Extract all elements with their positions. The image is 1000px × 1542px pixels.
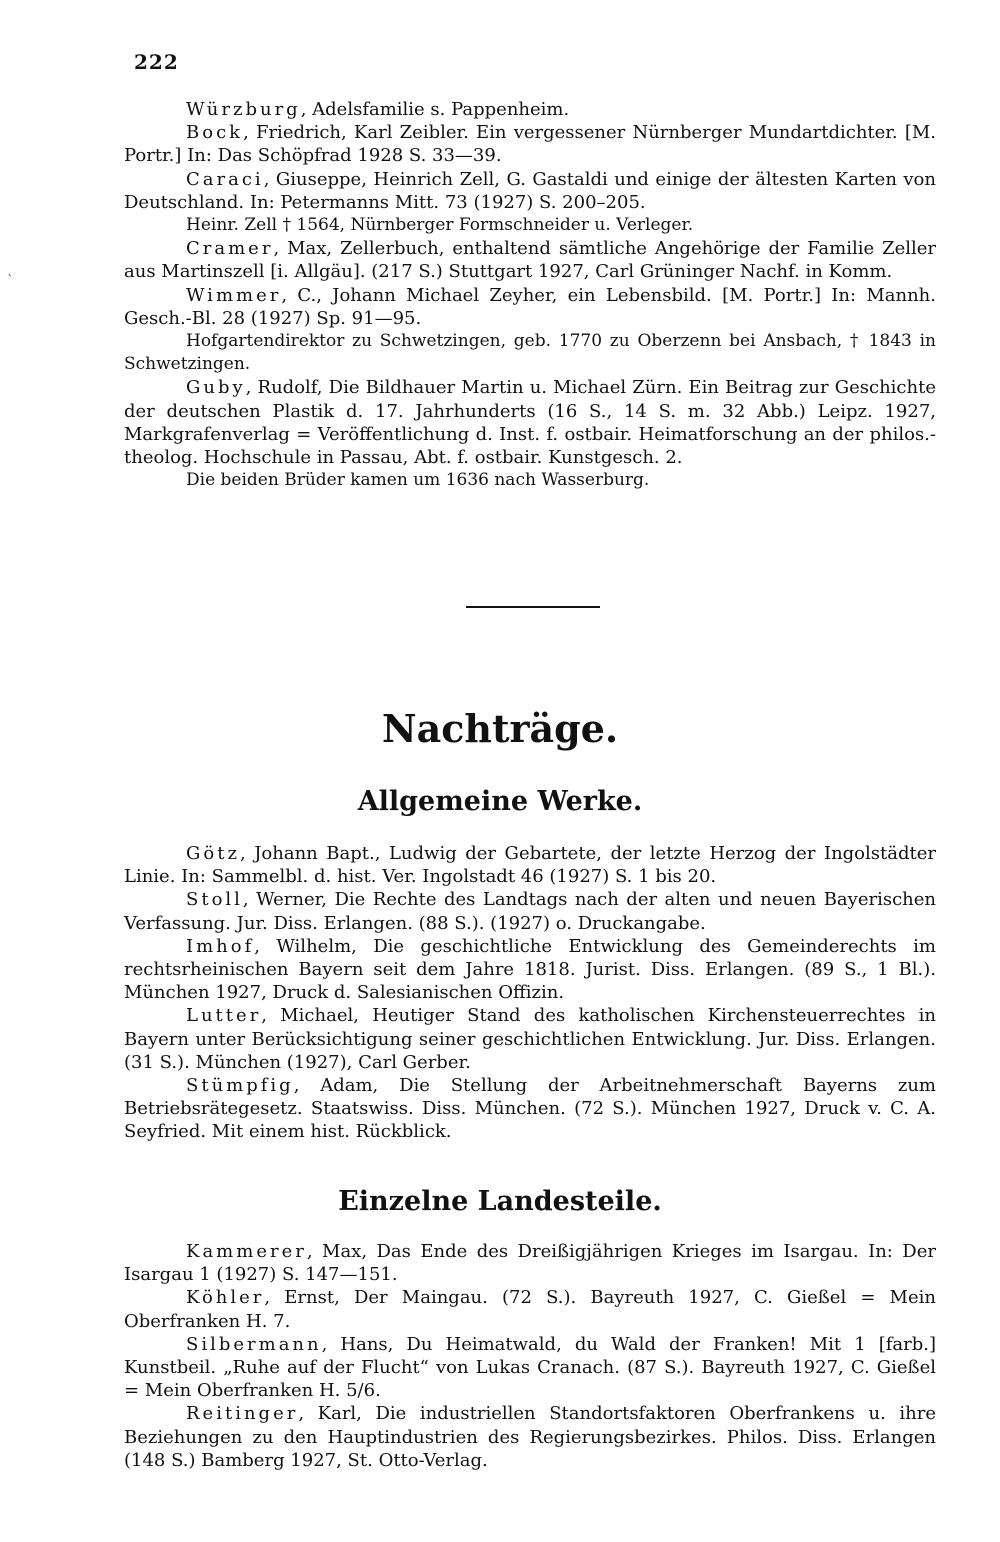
bibliography-entry bbox=[124, 98, 936, 121]
bibliography-entry bbox=[124, 1240, 936, 1286]
bibliography-entry bbox=[124, 376, 936, 469]
entry-author: Götz bbox=[186, 843, 240, 864]
bibliography-entry bbox=[124, 1286, 936, 1332]
entry-author: Würzburg bbox=[186, 99, 301, 120]
entry-author: Guby bbox=[186, 377, 246, 399]
entry-text: , Ernst, Der Maingau. (72 S.). Bayreuth 1927, C. Gießel = Mein Oberfranken H. 7. bbox=[124, 1287, 936, 1332]
entry-text: , Rudolf, Die Bildhauer Martin u. Michael Zürn. Ein Beitrag zur Geschichte der deutschen Plastik d. 17. Jahrhunderts (16 S., 14 S. m. 32 Abb.) Leipz. 1927, Markgrafenverlag = Veröffentlichung d. Inst. f. ostbair. Heimatforschung an der philos.-theolog. Hochschule in Passau, Abt. f. ostbair. Kunstgesch. 2. bbox=[124, 377, 936, 469]
bibliography-section-general bbox=[124, 842, 936, 1144]
entry-text: , Karl, Die industriellen Standortsfaktoren Oberfrankens u. ihre Beziehungen zu den Hauptindustrien des Regierungsbezirkes. Philos. Diss. Erlangen (148 S.) Bamberg 1927, St. Otto-Verlag. bbox=[124, 1403, 936, 1471]
bibliography-entry bbox=[124, 842, 936, 888]
entry-author: Lutter bbox=[186, 1005, 262, 1027]
bibliography-entry bbox=[124, 121, 936, 167]
entry-author: Stümpfig bbox=[186, 1075, 294, 1097]
bibliography-note bbox=[124, 214, 936, 237]
entry-author: Stoll bbox=[186, 889, 243, 911]
heading-allgemeine-werke: Allgemeine Werke. bbox=[357, 786, 643, 817]
entry-text: Die beiden Brüder kamen um 1636 nach Wasserburg. bbox=[186, 470, 650, 491]
entry-author: Imhof bbox=[186, 935, 255, 957]
entry-text: , Hans, Du Heimatwald, du Wald der Franken! Mit 1 [farb.] Kunstbeil. „Ruhe auf der Flucht“ von Lukas Cranach. (87 S.). Bayreuth 1927, C. Gießel = Mein Oberfranken H. 5/6. bbox=[124, 1333, 936, 1402]
bibliography-note bbox=[124, 469, 936, 492]
entry-author: Wimmer bbox=[186, 284, 282, 306]
entry-text: , C., Johann Michael Zeyher, ein Lebensbild. [M. Portr.] In: Mannh. Gesch.-Bl. 28 (1927) Sp. 91—95. bbox=[124, 284, 936, 329]
entry-author: Kammerer bbox=[186, 1241, 307, 1262]
bibliography-note bbox=[124, 330, 936, 376]
heading-einzelne-landesteile: Einzelne Landesteile. bbox=[338, 1186, 662, 1217]
bibliography-entry bbox=[124, 935, 936, 1005]
entry-text: , Wilhelm, Die geschichtliche Entwicklung des Gemeinderechts im rechtsrheinischen Bayern seit dem Jahre 1818. Jurist. Diss. Erlangen. (89 S., 1 Bl.). München 1927, Druck d. Salesianischen Offizin. bbox=[124, 935, 936, 1004]
entry-text: , Max, Zellerbuch, enthaltend sämtliche Angehörige der Familie Zeller aus Martinszell [i. Allgäu]. (217 S.) Stuttgart 1927, Carl Grüninger Nachf. in Komm. bbox=[124, 238, 936, 283]
entry-text: Heinr. Zell † 1564, Nürnberger Formschneider u. Verleger. bbox=[186, 215, 694, 236]
bibliography-section-top bbox=[124, 98, 936, 492]
bibliography-section-regional bbox=[124, 1240, 936, 1472]
bibliography-entry bbox=[124, 1333, 936, 1403]
heading-nachtraege: Nachträge. bbox=[381, 706, 619, 751]
entry-text: , Friedrich, Karl Zeibler. Ein vergessener Nürnberger Mundartdichter. [M. Portr.] In: Das Schöpfrad 1928 S. 33—39. bbox=[124, 122, 936, 167]
entry-author: Silbermann bbox=[186, 1333, 322, 1355]
entry-author: Köhler bbox=[186, 1287, 265, 1309]
margin-mark: ` bbox=[7, 273, 14, 289]
entry-text: , Adelsfamilie s. Pappenheim. bbox=[300, 99, 570, 120]
bibliography-entry bbox=[124, 284, 936, 330]
bibliography-entry bbox=[124, 1074, 936, 1144]
entry-text: , Johann Bapt., Ludwig der Gebartete, der letzte Herzog der Ingolstädter Linie. In: Sammelbl. d. hist. Ver. Ingolstadt 46 (1927) S. 1 bis 20. bbox=[124, 843, 936, 888]
entry-text: Hofgartendirektor zu Schwetzingen, geb. 1770 zu Oberzenn bei Ansbach, † 1843 in Schwetzingen. bbox=[124, 331, 936, 375]
entry-text: , Werner, Die Rechte des Landtags nach der alten und neuen Bayerischen Verfassung. Jur. Diss. Erlangen. (88 S.). (1927) o. Druckangabe. bbox=[124, 889, 936, 934]
bibliography-entry bbox=[124, 168, 936, 214]
bibliography-entry bbox=[124, 237, 936, 283]
entry-text: , Max, Das Ende des Dreißigjährigen Krieges im Isargau. In: Der Isargau 1 (1927) S. 147—151. bbox=[124, 1241, 936, 1286]
bibliography-entry bbox=[124, 888, 936, 934]
entry-text: , Adam, Die Stellung der Arbeitnehmerschaft Bayerns zum Betriebsrätegesetz. Staatswiss. Diss. München. (72 S.). München 1927, Druck v. C. A. Seyfried. Mit einem hist. Rückblick. bbox=[124, 1075, 936, 1143]
entry-author: Caraci bbox=[186, 168, 264, 190]
entry-author: Cramer bbox=[186, 238, 274, 260]
bibliography-entry bbox=[124, 1004, 936, 1074]
page-number: 222 bbox=[134, 50, 179, 74]
entry-text: , Michael, Heutiger Stand des katholischen Kirchensteuerrechtes in Bayern unter Berücksichtigung seiner geschichtlichen Entwicklung. Jur. Diss. Erlangen. (31 S.). München (1927), Carl Gerber. bbox=[124, 1005, 936, 1073]
bibliography-entry bbox=[124, 1402, 936, 1472]
entry-text: , Giuseppe, Heinrich Zell, G. Gastaldi und einige der ältesten Karten von Deutschland. In: Petermanns Mitt. 73 (1927) S. 200–205. bbox=[124, 168, 936, 213]
entry-author: Bock bbox=[186, 122, 244, 144]
entry-author: Reitinger bbox=[186, 1403, 299, 1425]
section-divider bbox=[466, 606, 600, 608]
